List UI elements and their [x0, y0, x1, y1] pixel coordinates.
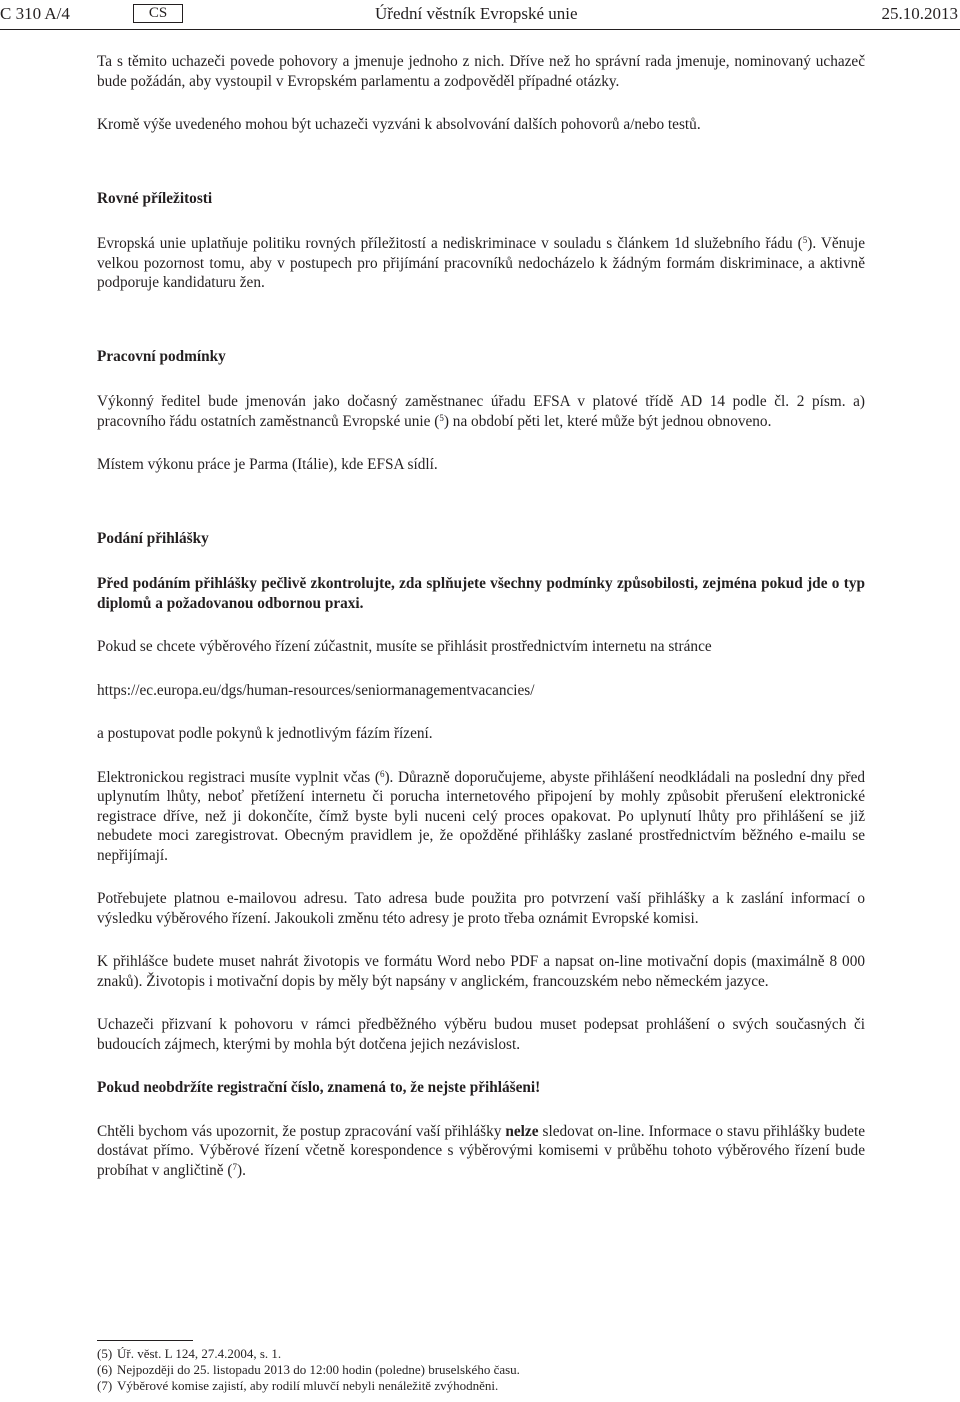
- paragraph-declaration-of-interests: Uchazeči přizvaní k pohovoru v rámci předběžného výběru budou muset podepsat prohlášení o svých současných či budoucích zájmech, kterými by mohla být dotčena jejich nezávislost.: [97, 1016, 865, 1053]
- footnote-ref: 5: [802, 235, 808, 245]
- header-divider: [0, 29, 960, 30]
- paragraph-deadline: Elektronickou registraci musíte vyplnit včas ($^6$). Důrazně doporučujeme, abyste přihlášení neodkládali na poslední dny před uplynutím lhůty, neboť přetížení internetu či porucha internetového připojení by mohly způsobit přerušení elektronické registrace dříve, než ji dokončíte, čímž byste byli nuceni celý proces opakovat. Po uplynutí lhůty pro přihlášení se již nebudete moci zaregistrovat. Obecným pravidlem je, že opožděné přihlášky zaslané prostřednictvím běžného e-mailu se nepřijímají.: [97, 768, 866, 864]
- paragraph-online-registration: Pokud se chcete výběrového řízení zúčastnit, musíte se přihlásit prostřednictvím internetu na stránce: [97, 638, 712, 655]
- paragraph-employment-terms: Výkonný ředitel bude jmenován jako dočasný zaměstnanec úřadu EFSA v platové třídě AD 14 podle čl. 2 písm. a) pracovního řádu ostatních zaměstnanců Evropské unie ($^5$) na období pěti let, které může být jednou obnoveno.: [97, 393, 865, 430]
- paragraph-registration-number-warning: Pokud neobdržíte registrační číslo, znamená to, že nejste přihlášeni!: [97, 1079, 541, 1096]
- language-code-box: CS: [133, 4, 183, 23]
- paragraph-additional-tests: Kromě výše uvedeného mohou být uchazeči vyzváni k absolvování dalších pohovorů a/nebo testů.: [97, 116, 701, 133]
- paragraph-interviews: Ta s těmito uchazeči povede pohovory a jmenuje jednoho z nich. Dříve než ho správní rada jmenuje, nominovaný uchazeč bude požádán, aby vystoupil v Evropském parlamentu a zodpověděl případné otázky.: [97, 53, 865, 90]
- paragraph-tracking-notice: Chtěli bychom vás upozornit, že postup zpracování vaší přihlášky nelze sledovat on-line. Informace o stavu přihlášky budete dostávat přímo. Výběrové řízení včetně korespondence s výběrovými komisemi v průběhu tohoto výběrového řízení bude probíhat v angličtině ($^7$).: [97, 1122, 865, 1179]
- footnote-ref: 7: [232, 1161, 238, 1172]
- footnote-divider: [97, 1340, 193, 1341]
- journal-title: Úřední věstník Evropské unie: [375, 4, 578, 23]
- footnote-ref: 5: [439, 412, 444, 423]
- application-url[interactable]: https://ec.europa.eu/dgs/human-resources/seniormanagementvacancies/: [97, 681, 535, 699]
- heading-application: Podání přihlášky: [97, 529, 209, 547]
- paragraph-cv-upload: K přihlášce budete muset nahrát životopis ve formátu Word nebo PDF a napsat on-line motivační dopis (maximálně 8 000 znaků). Životopis i motivační dopis by měly být napsány v anglickém, francouzském nebo německém jazyce.: [97, 953, 865, 990]
- paragraph-equal-opportunities: Evropská unie uplatňuje politiku rovných příležitostí a nediskriminace v souladu s článkem 1d služebního řádu ($^5$). Věnuje velkou pozornost tomu, aby v postupech pro přijímání pracovníků nedocházelo k žádným formám diskriminace, a aktivně podporuje kandidaturu žen.: [97, 235, 865, 291]
- footnotes: [97, 1346, 865, 1394]
- page-header: [0, 2, 960, 28]
- document-body: [97, 52, 865, 1180]
- footnote-6: (6) Nejpozději do 25. listopadu 2013 do 12:00 hodin (poledne) bruselského času.: [97, 1362, 520, 1377]
- paragraph-place-of-work: Místem výkonu práce je Parma (Itálie), kde EFSA sídlí.: [97, 456, 438, 473]
- paragraph-eligibility-warning: Před podáním přihlášky pečlivě zkontrolujte, zda splňujete všechny podmínky způsobilosti, zejména pokud jde o typ diplomů a požadovanou odbornou praxi.: [97, 575, 865, 612]
- heading-working-conditions: Pracovní podmínky: [97, 347, 226, 365]
- issue-date: 25.10.2013: [881, 4, 958, 23]
- footnote-ref: 6: [379, 768, 385, 779]
- paragraph-email-address: Potřebujete platnou e-mailovou adresu. Tato adresa bude použita pro potvrzení vaší přihlášky a k zaslání informací o výsledku výběrového řízení. Jakoukoli změnu této adresy je proto třeba oznámit Evropské komisi.: [97, 890, 865, 927]
- footnote-7: (7) Výběrové komise zajistí, aby rodilí mluvčí nebyli nenáležitě zvýhodněni.: [97, 1378, 499, 1393]
- heading-equal-opportunities: Rovné příležitosti: [97, 189, 213, 207]
- footnote-5: (5) Úř. věst. L 124, 27.4.2004, s. 1.: [97, 1346, 282, 1361]
- page-reference: C 310 A/4: [0, 4, 70, 23]
- paragraph-follow-instructions: a postupovat podle pokynů k jednotlivým fázím řízení.: [97, 725, 433, 742]
